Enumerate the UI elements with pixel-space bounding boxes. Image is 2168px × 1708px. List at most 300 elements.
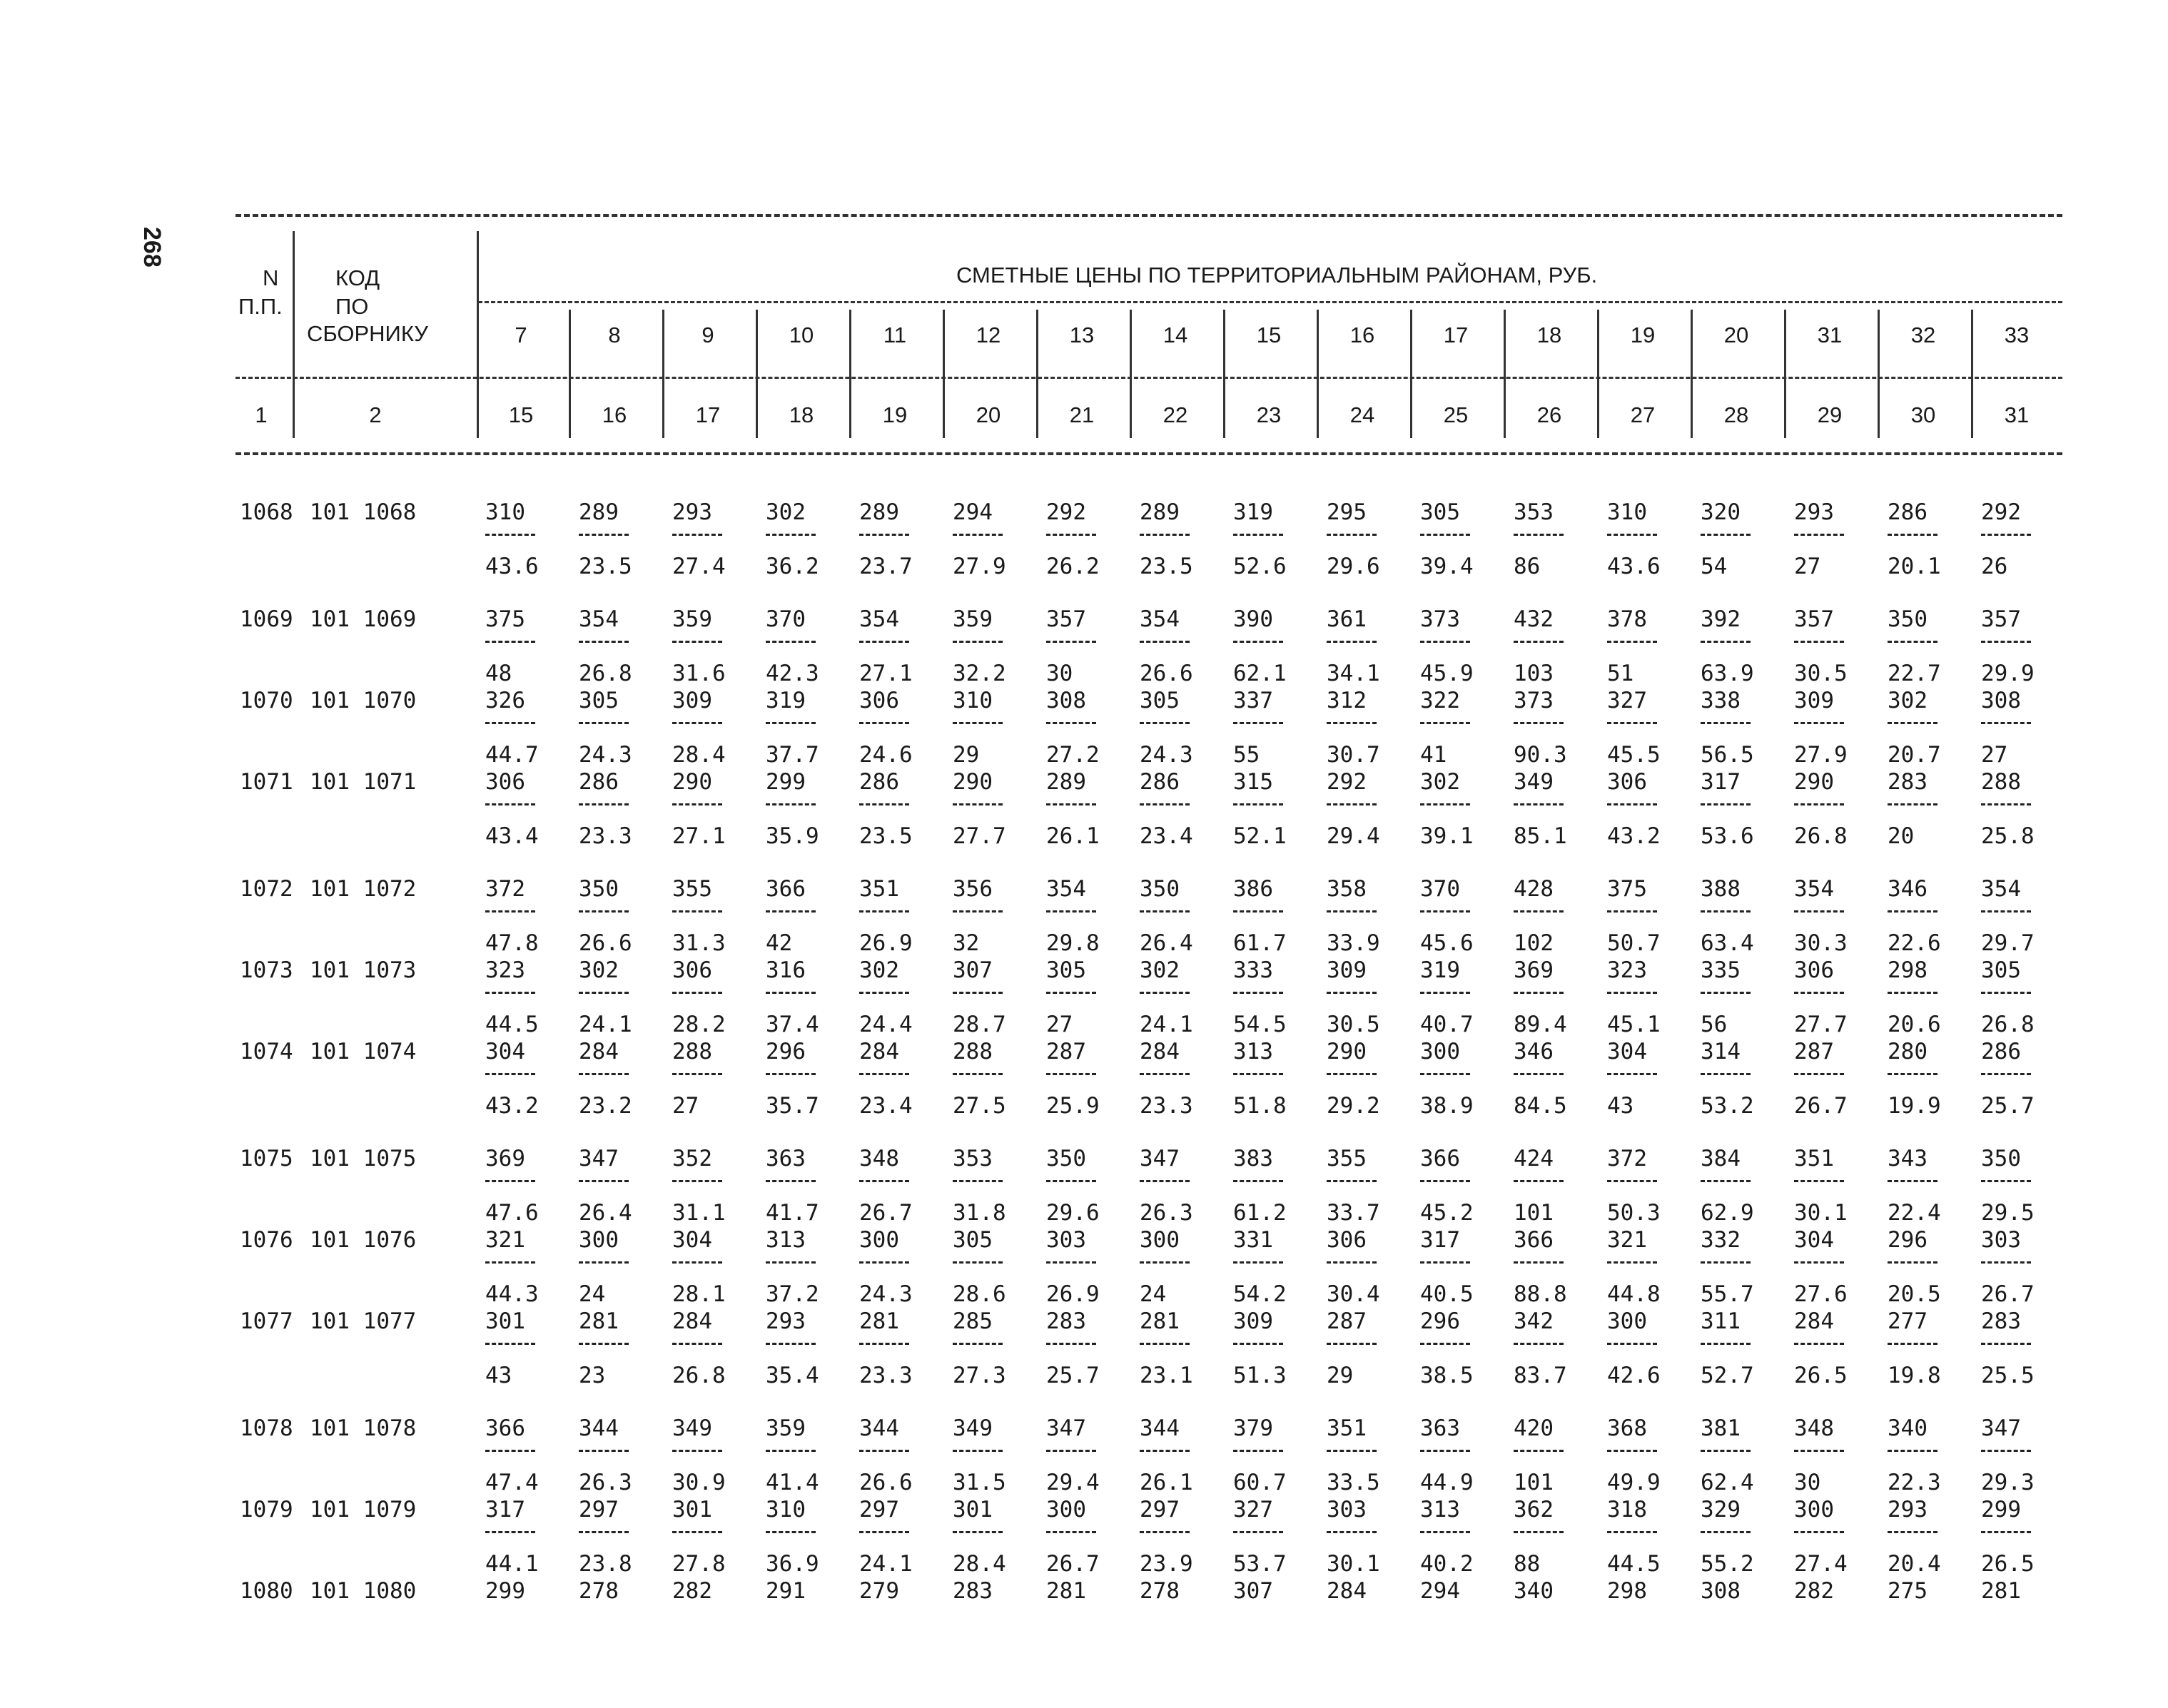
fraction-line [579,1531,629,1533]
price-top: 322 [1420,688,1460,713]
price-top: 309 [672,688,712,713]
fraction-line [1046,1531,1096,1533]
price-bottom: 27.4 [1794,1551,1848,1577]
price-top: 290 [953,769,993,795]
price-top: 293 [766,1308,806,1334]
price-top: 306 [485,769,525,795]
fraction-line [1046,641,1096,643]
price-bottom: 51 [1607,661,1634,686]
price-top: 300 [1420,1039,1460,1064]
price-bottom: 29.3 [1981,1470,2035,1495]
fraction-line [1888,534,1937,536]
price-top: 351 [1327,1415,1367,1441]
fraction-line [1046,1450,1096,1452]
price-bottom: 33.9 [1327,930,1380,956]
fraction-line [1327,1180,1377,1182]
fraction-line [953,1450,1003,1452]
fraction-line [1046,803,1096,805]
price-top: 288 [672,1039,712,1064]
price-bottom: 45.1 [1607,1012,1661,1037]
price-top: 350 [1888,606,1928,632]
price-bottom: 101 [1514,1200,1554,1226]
fraction-line [1140,992,1190,994]
price-bottom: 101 [1514,1470,1554,1495]
price-top: 354 [1046,876,1086,902]
price-bottom: 26.3 [579,1470,632,1495]
col-number: 19 [882,402,908,427]
price-top: 354 [1140,606,1180,632]
row-code: 101 1069 [310,606,417,632]
price-bottom: 27 [672,1093,699,1119]
price-top: 305 [579,688,619,713]
price-top: 344 [859,1415,899,1441]
price-bottom: 27.3 [953,1363,1006,1388]
price-bottom: 84.5 [1514,1093,1567,1119]
price-bottom: 83.7 [1514,1363,1567,1388]
divider [662,310,664,438]
col-number: 29 [1817,402,1843,427]
price-bottom: 26.1 [1046,823,1100,849]
fraction-line [1046,910,1096,913]
fraction-line [672,1343,722,1345]
price-bottom: 37.4 [766,1012,819,1037]
price-top: 303 [1046,1227,1086,1253]
fraction-line [1420,1073,1470,1075]
price-bottom: 30.5 [1327,1012,1380,1037]
price-top: 354 [1794,876,1834,902]
price-top: 352 [672,1146,712,1171]
district-header: 18 [1536,322,1562,347]
divider [943,310,945,438]
price-top: 292 [1327,769,1367,795]
price-bottom: 24.6 [859,742,913,768]
col-number: 26 [1536,402,1562,427]
price-bottom: 26.6 [1140,661,1193,686]
price-top: 312 [1327,688,1367,713]
price-top: 355 [1327,1146,1367,1171]
price-bottom: 27.9 [953,554,1006,579]
col-number: 16 [602,402,627,427]
price-bottom: 23.7 [859,554,913,579]
price-top: 319 [1420,957,1460,983]
price-top: 340 [1888,1415,1928,1441]
price-top: 304 [672,1227,712,1253]
price-bottom: 29.4 [1327,823,1380,849]
price-bottom: 55.2 [1701,1551,1754,1577]
price-bottom: 43 [485,1363,512,1388]
price-bottom: 42.3 [766,661,819,686]
price-top: 363 [766,1146,806,1171]
price-top: 275 [1888,1578,1928,1604]
price-bottom: 28.4 [953,1551,1006,1577]
price-bottom: 88 [1514,1551,1541,1577]
price-top: 355 [672,876,712,902]
fraction-line [1420,534,1470,536]
price-bottom: 20.4 [1888,1551,1941,1577]
price-top: 293 [672,499,712,525]
price-top: 369 [1514,957,1554,983]
price-bottom: 27.4 [672,554,726,579]
price-top: 284 [579,1039,619,1064]
divider [1878,310,1880,438]
price-top: 353 [1514,499,1554,525]
fraction-line [1981,641,2031,643]
fraction-line [953,910,1003,913]
price-bottom: 37.7 [766,742,819,768]
price-top: 424 [1514,1146,1554,1171]
price-bottom: 31.1 [672,1200,726,1226]
fraction-line [1607,1450,1657,1452]
price-bottom: 85.1 [1514,823,1567,849]
price-top: 388 [1701,876,1741,902]
price-top: 390 [1233,606,1273,632]
price-top: 283 [1046,1308,1086,1334]
fraction-line [1607,992,1657,994]
fraction-line [1981,1261,2031,1264]
price-bottom: 26 [1981,554,2008,579]
price-bottom: 23.9 [1140,1551,1193,1577]
price-top: 420 [1514,1415,1554,1441]
fraction-line [579,803,629,805]
price-bottom: 33.5 [1327,1470,1380,1495]
price-top: 318 [1607,1497,1647,1523]
fraction-line [859,722,909,724]
divider [1223,310,1225,438]
price-top: 302 [766,499,806,525]
price-bottom: 36.2 [766,554,819,579]
price-bottom: 27.7 [953,823,1006,849]
price-top: 358 [1327,876,1367,902]
price-top: 303 [1981,1227,2021,1253]
price-top: 350 [1981,1146,2021,1171]
price-top: 296 [1888,1227,1928,1253]
price-bottom: 35.7 [766,1093,819,1119]
col-number: 25 [1443,402,1469,427]
fraction-line [1514,1343,1564,1345]
price-bottom: 26.9 [1046,1281,1100,1307]
fraction-line [1607,910,1657,913]
price-bottom: 24 [579,1281,606,1307]
fraction-line [1327,722,1377,724]
price-bottom: 26.2 [1046,554,1100,579]
price-top: 289 [579,499,619,525]
price-top: 277 [1888,1308,1928,1334]
row-code: 101 1078 [310,1415,417,1441]
price-bottom: 62.9 [1701,1200,1754,1226]
fraction-line [672,1531,722,1533]
price-top: 316 [766,957,806,983]
fraction-line [1981,534,2031,536]
price-top: 383 [1233,1146,1273,1171]
price-top: 297 [859,1497,899,1523]
price-bottom: 43.6 [1607,554,1661,579]
price-top: 349 [1514,769,1554,795]
price-bottom: 38.5 [1420,1363,1474,1388]
price-top: 349 [672,1415,712,1441]
row-number: 1072 [240,876,293,902]
fraction-line [1701,641,1751,643]
district-header: 11 [883,322,907,347]
fraction-line [485,1261,535,1264]
fraction-line [1233,1073,1283,1075]
price-bottom: 38.9 [1420,1093,1474,1119]
fraction-line [1233,641,1283,643]
fraction-line [1888,1450,1937,1452]
fraction-line [1140,1450,1190,1452]
price-bottom: 50.3 [1607,1200,1661,1226]
fraction-line [1701,1261,1751,1264]
fraction-line [766,1073,816,1075]
fraction-line [579,1261,629,1264]
district-header: 9 [701,322,714,347]
price-top: 375 [1607,876,1647,902]
fraction-line [766,534,816,536]
price-bottom: 43.2 [485,1093,539,1119]
fraction-line [1888,1073,1937,1075]
fraction-line [1981,803,2031,805]
price-bottom: 40.2 [1420,1551,1474,1577]
price-top: 284 [1794,1308,1834,1334]
price-bottom: 26.6 [579,930,632,956]
price-bottom: 62.4 [1701,1470,1754,1495]
fraction-line [672,1450,722,1452]
price-top: 327 [1233,1497,1273,1523]
fraction-line [1420,722,1470,724]
fraction-line [859,992,909,994]
code-label-collection: СБОРНИКУ [307,321,428,346]
price-top: 384 [1701,1146,1741,1171]
price-top: 323 [485,957,525,983]
col-number: 1 [255,402,268,427]
fraction-line [1888,641,1937,643]
divider [1410,310,1412,438]
price-bottom: 55.7 [1701,1281,1754,1307]
price-bottom: 56.5 [1701,742,1754,768]
price-top: 321 [485,1227,525,1253]
price-top: 283 [953,1578,993,1604]
price-top: 284 [1327,1578,1367,1604]
fraction-line [1514,910,1564,913]
price-bottom: 30.3 [1794,930,1848,956]
price-bottom: 54 [1701,554,1728,579]
fraction-line [1794,1180,1844,1182]
fraction-line [1233,1531,1283,1533]
price-bottom: 22.4 [1888,1200,1941,1226]
code-label-po: ПО [335,294,369,319]
price-top: 351 [1794,1146,1834,1171]
fraction-line [1981,1531,2031,1533]
fraction-line [1794,1073,1844,1075]
col-number: 27 [1630,402,1656,427]
fraction-line [672,722,722,724]
district-header: 10 [789,322,814,347]
price-bottom: 29.5 [1981,1200,2035,1226]
fraction-line [1514,1531,1564,1533]
divider [756,310,758,438]
price-bottom: 24.3 [859,1281,913,1307]
price-bottom: 22.7 [1888,661,1941,686]
price-bottom: 41 [1420,742,1447,768]
price-top: 302 [579,957,619,983]
fraction-line [1514,641,1564,643]
price-top: 347 [1140,1146,1180,1171]
price-top: 300 [579,1227,619,1253]
fraction-line [1046,1343,1096,1345]
price-top: 284 [859,1039,899,1064]
code-label: КОД [335,265,380,290]
header-title: СМЕТНЫЕ ЦЕНЫ ПО ТЕРРИТОРИАЛЬНЫМ РАЙОНАМ, РУБ. [956,263,1598,288]
price-top: 317 [1701,769,1741,795]
page-number: 268 [138,227,166,268]
fraction-line [579,1180,629,1182]
price-top: 361 [1327,606,1367,632]
price-bottom: 55 [1233,742,1260,768]
price-bottom: 19.8 [1888,1363,1941,1388]
divider [1130,310,1132,438]
price-bottom: 36.9 [766,1551,819,1577]
price-top: 298 [1888,957,1928,983]
price-bottom: 29.9 [1981,661,2035,686]
price-bottom: 27.2 [1046,742,1100,768]
price-bottom: 90.3 [1514,742,1567,768]
price-bottom: 28.6 [953,1281,1006,1307]
price-bottom: 26.4 [579,1200,632,1226]
fraction-line [1046,1073,1096,1075]
price-top: 310 [485,499,525,525]
price-bottom: 52.7 [1701,1363,1754,1388]
fraction-line [1607,1531,1657,1533]
price-top: 308 [1981,688,2021,713]
price-top: 297 [1140,1497,1180,1523]
fraction-line [1514,722,1564,724]
price-bottom: 27.6 [1794,1281,1848,1307]
price-bottom: 25.9 [1046,1093,1100,1119]
price-bottom: 44.5 [1607,1551,1661,1577]
fraction-line [1794,1343,1844,1345]
price-bottom: 23.3 [579,823,632,849]
price-top: 288 [953,1039,993,1064]
divider [1971,310,1973,438]
fraction-line [1888,1180,1937,1182]
price-bottom: 30 [1046,661,1073,686]
fraction-line [859,910,909,913]
price-bottom: 27.5 [953,1093,1006,1119]
price-top: 319 [766,688,806,713]
row-number: 1080 [240,1578,293,1604]
divider [849,310,851,438]
row-number: 1071 [240,769,293,795]
price-bottom: 29 [1327,1363,1354,1388]
price-top: 299 [1981,1497,2021,1523]
fraction-line [1701,1343,1751,1345]
price-top: 326 [485,688,525,713]
price-top: 350 [1046,1146,1086,1171]
fraction-line [1327,1450,1377,1452]
price-top: 369 [485,1146,525,1171]
fraction-line [1327,992,1377,994]
fraction-line [953,1343,1003,1345]
row-code: 101 1072 [310,876,417,902]
price-top: 359 [953,606,993,632]
price-bottom: 30.7 [1327,742,1380,768]
price-top: 338 [1701,688,1741,713]
price-top: 294 [953,499,993,525]
fraction-line [1420,1261,1470,1264]
price-top: 432 [1514,606,1554,632]
fraction-line [1046,992,1096,994]
price-top: 392 [1701,606,1741,632]
price-bottom: 25.7 [1981,1093,2035,1119]
fraction-line [1140,1073,1190,1075]
price-top: 302 [1420,769,1460,795]
price-bottom: 29 [953,742,980,768]
price-bottom: 26.7 [859,1200,913,1226]
price-bottom: 35.9 [766,823,819,849]
price-top: 290 [1327,1039,1367,1064]
fraction-line [1607,1261,1657,1264]
district-header: 7 [515,322,527,347]
row-code: 101 1074 [310,1039,417,1064]
price-bottom: 20.6 [1888,1012,1941,1037]
fraction-line [1794,1450,1844,1452]
price-top: 354 [1981,876,2021,902]
fraction-line [1981,1180,2031,1182]
pp-label: П.П. [238,294,283,319]
price-bottom: 26.3 [1140,1200,1193,1226]
price-top: 289 [1046,769,1086,795]
district-header: 8 [608,322,621,347]
fraction-line [485,534,535,536]
price-top: 362 [1514,1497,1554,1523]
price-top: 290 [672,769,712,795]
price-bottom: 33.7 [1327,1200,1380,1226]
price-top: 295 [1327,499,1367,525]
fraction-line [579,641,629,643]
price-top: 304 [1607,1039,1647,1064]
price-bottom: 34.1 [1327,661,1380,686]
price-bottom: 29.6 [1327,554,1380,579]
price-top: 306 [672,957,712,983]
fraction-line [1327,1073,1377,1075]
fraction-line [672,1261,722,1264]
fraction-line [1233,1180,1283,1182]
price-bottom: 53.2 [1701,1093,1754,1119]
price-bottom: 31.8 [953,1200,1006,1226]
price-top: 305 [1046,957,1086,983]
price-top: 282 [672,1578,712,1604]
fraction-line [1701,1450,1751,1452]
price-bottom: 30.1 [1794,1200,1848,1226]
price-bottom: 27 [1046,1012,1073,1037]
price-bottom: 26.5 [1981,1551,2035,1577]
price-top: 308 [1046,688,1086,713]
price-bottom: 27 [1794,554,1821,579]
price-top: 308 [1701,1578,1741,1604]
price-top: 307 [1233,1578,1273,1604]
price-bottom: 22.3 [1888,1470,1941,1495]
price-bottom: 30 [1794,1470,1821,1495]
price-top: 285 [953,1308,993,1334]
price-top: 287 [1046,1039,1086,1064]
col-number: 15 [508,402,534,427]
fraction-line [1046,534,1096,536]
price-bottom: 23.3 [859,1363,913,1388]
fraction-line [485,992,535,994]
price-top: 357 [1046,606,1086,632]
price-top: 309 [1327,957,1367,983]
col-number: 18 [789,402,814,427]
fraction-line [766,803,816,805]
